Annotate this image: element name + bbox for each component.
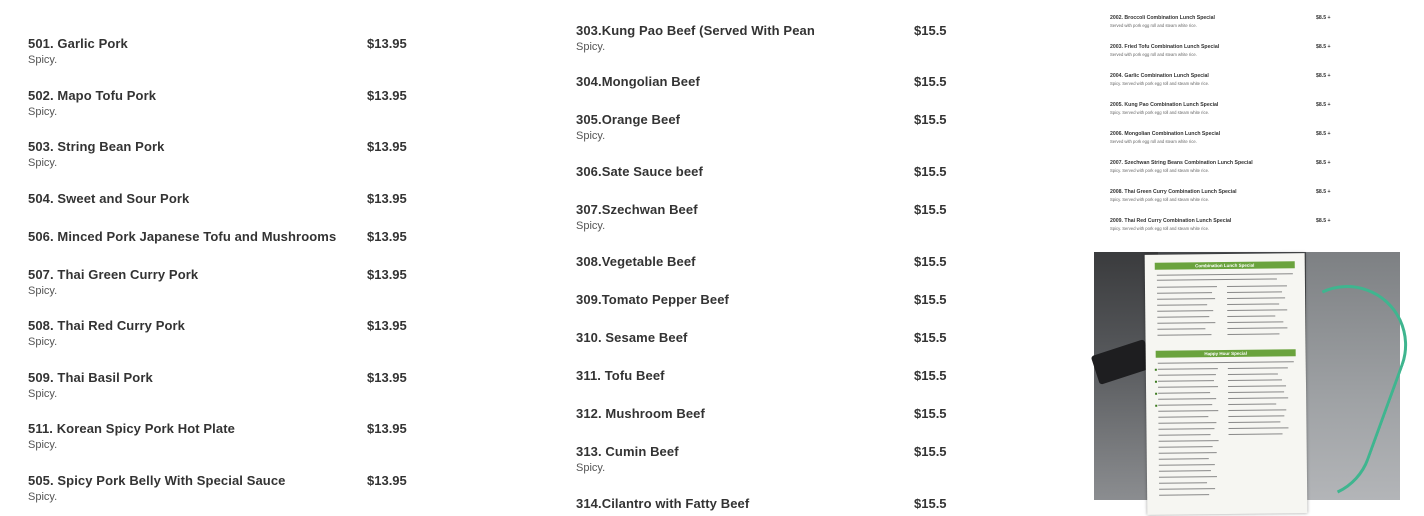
paper-text-line — [1159, 482, 1207, 484]
item-name: 311. Tofu Beef — [576, 368, 665, 383]
paper-text-line — [1158, 374, 1216, 376]
paper-text-line — [1228, 409, 1286, 411]
lunch-item-description: Spicy. Served with pork egg roll and steam white rice. — [1110, 110, 1210, 115]
lunch-special-item[interactable] — [1110, 189, 1332, 202]
item-name: 509. Thai Basil Pork — [28, 370, 153, 385]
paper-text-line — [1159, 458, 1209, 460]
item-name: 503. String Bean Pork — [28, 139, 165, 154]
paper-text-line — [1228, 421, 1280, 423]
item-price: $13.95 — [367, 191, 407, 206]
item-price: $13.95 — [367, 88, 407, 103]
paper-text-line — [1158, 380, 1214, 382]
item-price: $15.5 — [914, 368, 947, 383]
menu-item[interactable] — [576, 112, 680, 142]
menu-item[interactable] — [28, 88, 156, 118]
item-price: $13.95 — [367, 267, 407, 282]
paper-bullet — [1155, 381, 1157, 383]
lunch-item-price: $8.5 + — [1316, 131, 1331, 137]
paper-text-line — [1158, 392, 1210, 394]
item-price: $15.5 — [914, 496, 947, 511]
paper-text-line — [1158, 386, 1218, 388]
paper-bullet — [1155, 405, 1157, 407]
menu-item[interactable] — [28, 421, 235, 451]
item-price: $13.95 — [367, 36, 407, 51]
menu-item[interactable] — [28, 370, 153, 400]
item-description: Spicy. — [28, 54, 58, 66]
menu-item[interactable] — [576, 444, 679, 474]
paper-text-line — [1229, 433, 1283, 435]
paper-text-line — [1227, 309, 1287, 311]
item-description: Spicy. — [576, 220, 606, 232]
menu-item[interactable] — [28, 267, 198, 297]
lunch-item-price: $8.5 + — [1316, 15, 1331, 21]
paper-text-line — [1157, 310, 1213, 312]
paper-text-line — [1159, 476, 1217, 478]
item-name: 304.Mongolian Beef — [576, 74, 700, 89]
lunch-item-description: Spicy. Served with pork egg roll and steam white rice. — [1110, 81, 1210, 86]
lunch-item-price: $8.5 + — [1316, 102, 1331, 108]
menu-item[interactable] — [576, 330, 687, 345]
paper-text-line — [1158, 398, 1216, 400]
menu-item[interactable] — [576, 406, 705, 421]
item-price: $13.95 — [367, 139, 407, 154]
item-description: Spicy. — [28, 439, 58, 451]
lunch-item-description: Spicy. Served with pork egg roll and steam white rice. — [1110, 197, 1210, 202]
lunch-item-description: Served with pork egg roll and steam white rice. — [1110, 139, 1197, 144]
menu-item[interactable] — [28, 191, 189, 206]
lunch-item-price: $8.5 + — [1316, 189, 1331, 195]
paper-text-line — [1159, 434, 1211, 436]
paper-banner-happy-hour: Happy Hour Special — [1156, 349, 1296, 357]
item-name: 502. Mapo Tofu Pork — [28, 88, 157, 103]
lunch-item-name: 2004. Garlic Combination Lunch Special — [1110, 73, 1209, 79]
item-name: 505. Spicy Pork Belly With Special Sauce — [28, 473, 286, 488]
menu-item[interactable] — [576, 74, 700, 89]
paper-text-line — [1227, 303, 1279, 305]
lunch-special-item[interactable] — [1110, 73, 1332, 86]
paper-text-line — [1159, 494, 1209, 496]
item-price: $15.5 — [914, 406, 947, 421]
lunch-item-name: 2006. Mongolian Combination Lunch Special — [1110, 131, 1221, 137]
paper-text-line — [1228, 415, 1284, 417]
paper-text-line — [1227, 291, 1282, 293]
menu-item[interactable] — [28, 36, 128, 66]
paper-text-line — [1227, 315, 1275, 317]
paper-banner-lunch: Combination Lunch Special — [1155, 261, 1295, 269]
paper-text-line — [1158, 361, 1294, 363]
item-name: 314.Cilantro with Fatty Beef — [576, 496, 750, 511]
paper-text-line — [1228, 373, 1278, 375]
paper-text-line — [1227, 297, 1285, 299]
item-price: $15.5 — [914, 23, 947, 38]
paper-text-line — [1228, 367, 1288, 369]
item-description: Spicy. — [28, 336, 58, 348]
paper-text-line — [1228, 385, 1286, 387]
paper-text-line — [1228, 379, 1282, 381]
lunch-special-item[interactable] — [1110, 131, 1332, 144]
paper-text-line — [1158, 404, 1212, 406]
pork-menu-column — [0, 0, 430, 503]
printed-menu-sheet — [1145, 253, 1308, 515]
item-description: Spicy. — [28, 157, 58, 169]
lunch-item-name: 2008. Thai Green Curry Combination Lunch Special — [1110, 189, 1237, 195]
item-price: $13.95 — [367, 229, 407, 244]
paper-text-line — [1159, 452, 1217, 454]
item-price: $15.5 — [914, 164, 947, 179]
item-price: $13.95 — [367, 473, 407, 488]
paper-text-line — [1227, 321, 1283, 323]
item-name: 501. Garlic Pork — [28, 36, 128, 51]
paper-text-line — [1158, 416, 1208, 418]
lunch-item-description: Served with pork egg roll and steam white rice. — [1110, 52, 1197, 57]
lunch-item-description: Spicy. Served with pork egg roll and steam white rice. — [1110, 226, 1210, 231]
item-price: $15.5 — [914, 444, 947, 459]
item-price: $13.95 — [367, 318, 407, 333]
item-name: 313. Cumin Beef — [576, 444, 679, 459]
menu-photo[interactable] — [1094, 252, 1400, 500]
item-description: Spicy. — [576, 130, 606, 142]
item-price: $15.5 — [914, 330, 947, 345]
lunch-item-description: Served with pork egg roll and steam white rice. — [1110, 23, 1197, 28]
item-price: $15.5 — [914, 112, 947, 127]
paper-text-line — [1227, 333, 1279, 335]
lunch-item-name: 2009. Thai Red Curry Combination Lunch Special — [1110, 218, 1232, 224]
lunch-special-item[interactable] — [1110, 218, 1332, 231]
item-price: $15.5 — [914, 74, 947, 89]
paper-text-line — [1158, 410, 1218, 412]
paper-text-line — [1227, 327, 1287, 329]
menu-item[interactable] — [28, 473, 286, 503]
item-price: $15.5 — [914, 202, 947, 217]
item-name: 309.Tomato Pepper Beef — [576, 292, 729, 307]
beef-menu-column — [548, 0, 968, 511]
lunch-item-name: 2003. Fried Tofu Combination Lunch Special — [1110, 44, 1220, 50]
paper-text-line — [1158, 428, 1214, 430]
lunch-item-name: 2005. Kung Pao Combination Lunch Special — [1110, 102, 1219, 108]
item-price: $13.95 — [367, 370, 407, 385]
menu-item[interactable] — [28, 139, 164, 169]
item-description: Spicy. — [28, 388, 58, 400]
paper-text-line — [1159, 440, 1219, 442]
paper-bullet — [1155, 393, 1157, 395]
item-price: $15.5 — [914, 254, 947, 269]
paper-text-line — [1228, 403, 1276, 405]
item-name: 307.Szechwan Beef — [576, 202, 698, 217]
lunch-special-item[interactable] — [1110, 102, 1332, 115]
paper-text-line — [1158, 422, 1216, 424]
lunch-item-name: 2007. Szechwan String Beans Combination Lunch Special — [1110, 160, 1253, 166]
item-price: $13.95 — [367, 421, 407, 436]
paper-text-line — [1158, 368, 1218, 370]
item-name: 308.Vegetable Beef — [576, 254, 696, 269]
item-name: 305.Orange Beef — [576, 112, 681, 127]
paper-text-line — [1228, 397, 1288, 399]
menu-item[interactable] — [576, 368, 665, 383]
menu-item[interactable] — [576, 164, 703, 179]
paper-text-line — [1228, 427, 1288, 429]
item-name: 303.Kung Pao Beef (Served With Pean — [576, 23, 815, 38]
lunch-special-item[interactable] — [1110, 15, 1332, 28]
paper-text-line — [1227, 285, 1287, 287]
item-name: 504. Sweet and Sour Pork — [28, 191, 190, 206]
lunch-item-price: $8.5 + — [1316, 160, 1331, 166]
paper-text-line — [1159, 446, 1213, 448]
paper-text-line — [1157, 304, 1207, 306]
lunch-item-description: Spicy. Served with pork egg roll and steam white rice. — [1110, 168, 1210, 173]
paper-text-line — [1157, 286, 1217, 288]
menu-item[interactable] — [28, 229, 336, 244]
paper-bullet — [1155, 369, 1157, 371]
item-name: 507. Thai Green Curry Pork — [28, 267, 199, 282]
item-description: Spicy. — [576, 462, 606, 474]
paper-text-line — [1159, 488, 1215, 490]
lunch-special-item[interactable] — [1110, 44, 1332, 57]
paper-text-line — [1159, 464, 1215, 466]
lunch-special-item[interactable] — [1110, 160, 1332, 173]
lunch-item-price: $8.5 + — [1316, 218, 1331, 224]
lunch-item-price: $8.5 + — [1316, 73, 1331, 79]
item-name: 306.Sate Sauce beef — [576, 164, 703, 179]
item-description: Spicy. — [576, 41, 606, 53]
item-name: 506. Minced Pork Japanese Tofu and Mushrooms — [28, 229, 337, 244]
menu-item[interactable] — [576, 254, 696, 269]
menu-item[interactable] — [576, 496, 749, 511]
paper-text-line — [1228, 391, 1284, 393]
lunch-item-name: 2002. Broccoli Combination Lunch Special — [1110, 15, 1215, 21]
menu-item[interactable] — [576, 292, 729, 307]
item-name: 310. Sesame Beef — [576, 330, 688, 345]
item-description: Spicy. — [28, 106, 58, 118]
menu-item[interactable] — [576, 202, 698, 232]
item-name: 508. Thai Red Curry Pork — [28, 318, 186, 333]
lunch-item-price: $8.5 + — [1316, 44, 1331, 50]
item-description: Spicy. — [28, 285, 58, 297]
paper-text-line — [1157, 273, 1293, 275]
paper-text-line — [1157, 322, 1215, 324]
paper-text-line — [1157, 292, 1212, 294]
menu-item[interactable] — [576, 23, 815, 53]
paper-text-line — [1157, 334, 1211, 336]
item-name: 312. Mushroom Beef — [576, 406, 705, 421]
item-price: $15.5 — [914, 292, 947, 307]
menu-item[interactable] — [28, 318, 185, 348]
paper-text-line — [1157, 278, 1277, 280]
item-name: 511. Korean Spicy Pork Hot Plate — [28, 421, 235, 436]
paper-text-line — [1157, 328, 1205, 330]
paper-text-line — [1159, 470, 1211, 472]
paper-text-line — [1157, 316, 1209, 318]
lunch-special-panel — [1094, 0, 1400, 500]
paper-text-line — [1157, 298, 1215, 300]
item-description: Spicy. — [28, 491, 58, 503]
